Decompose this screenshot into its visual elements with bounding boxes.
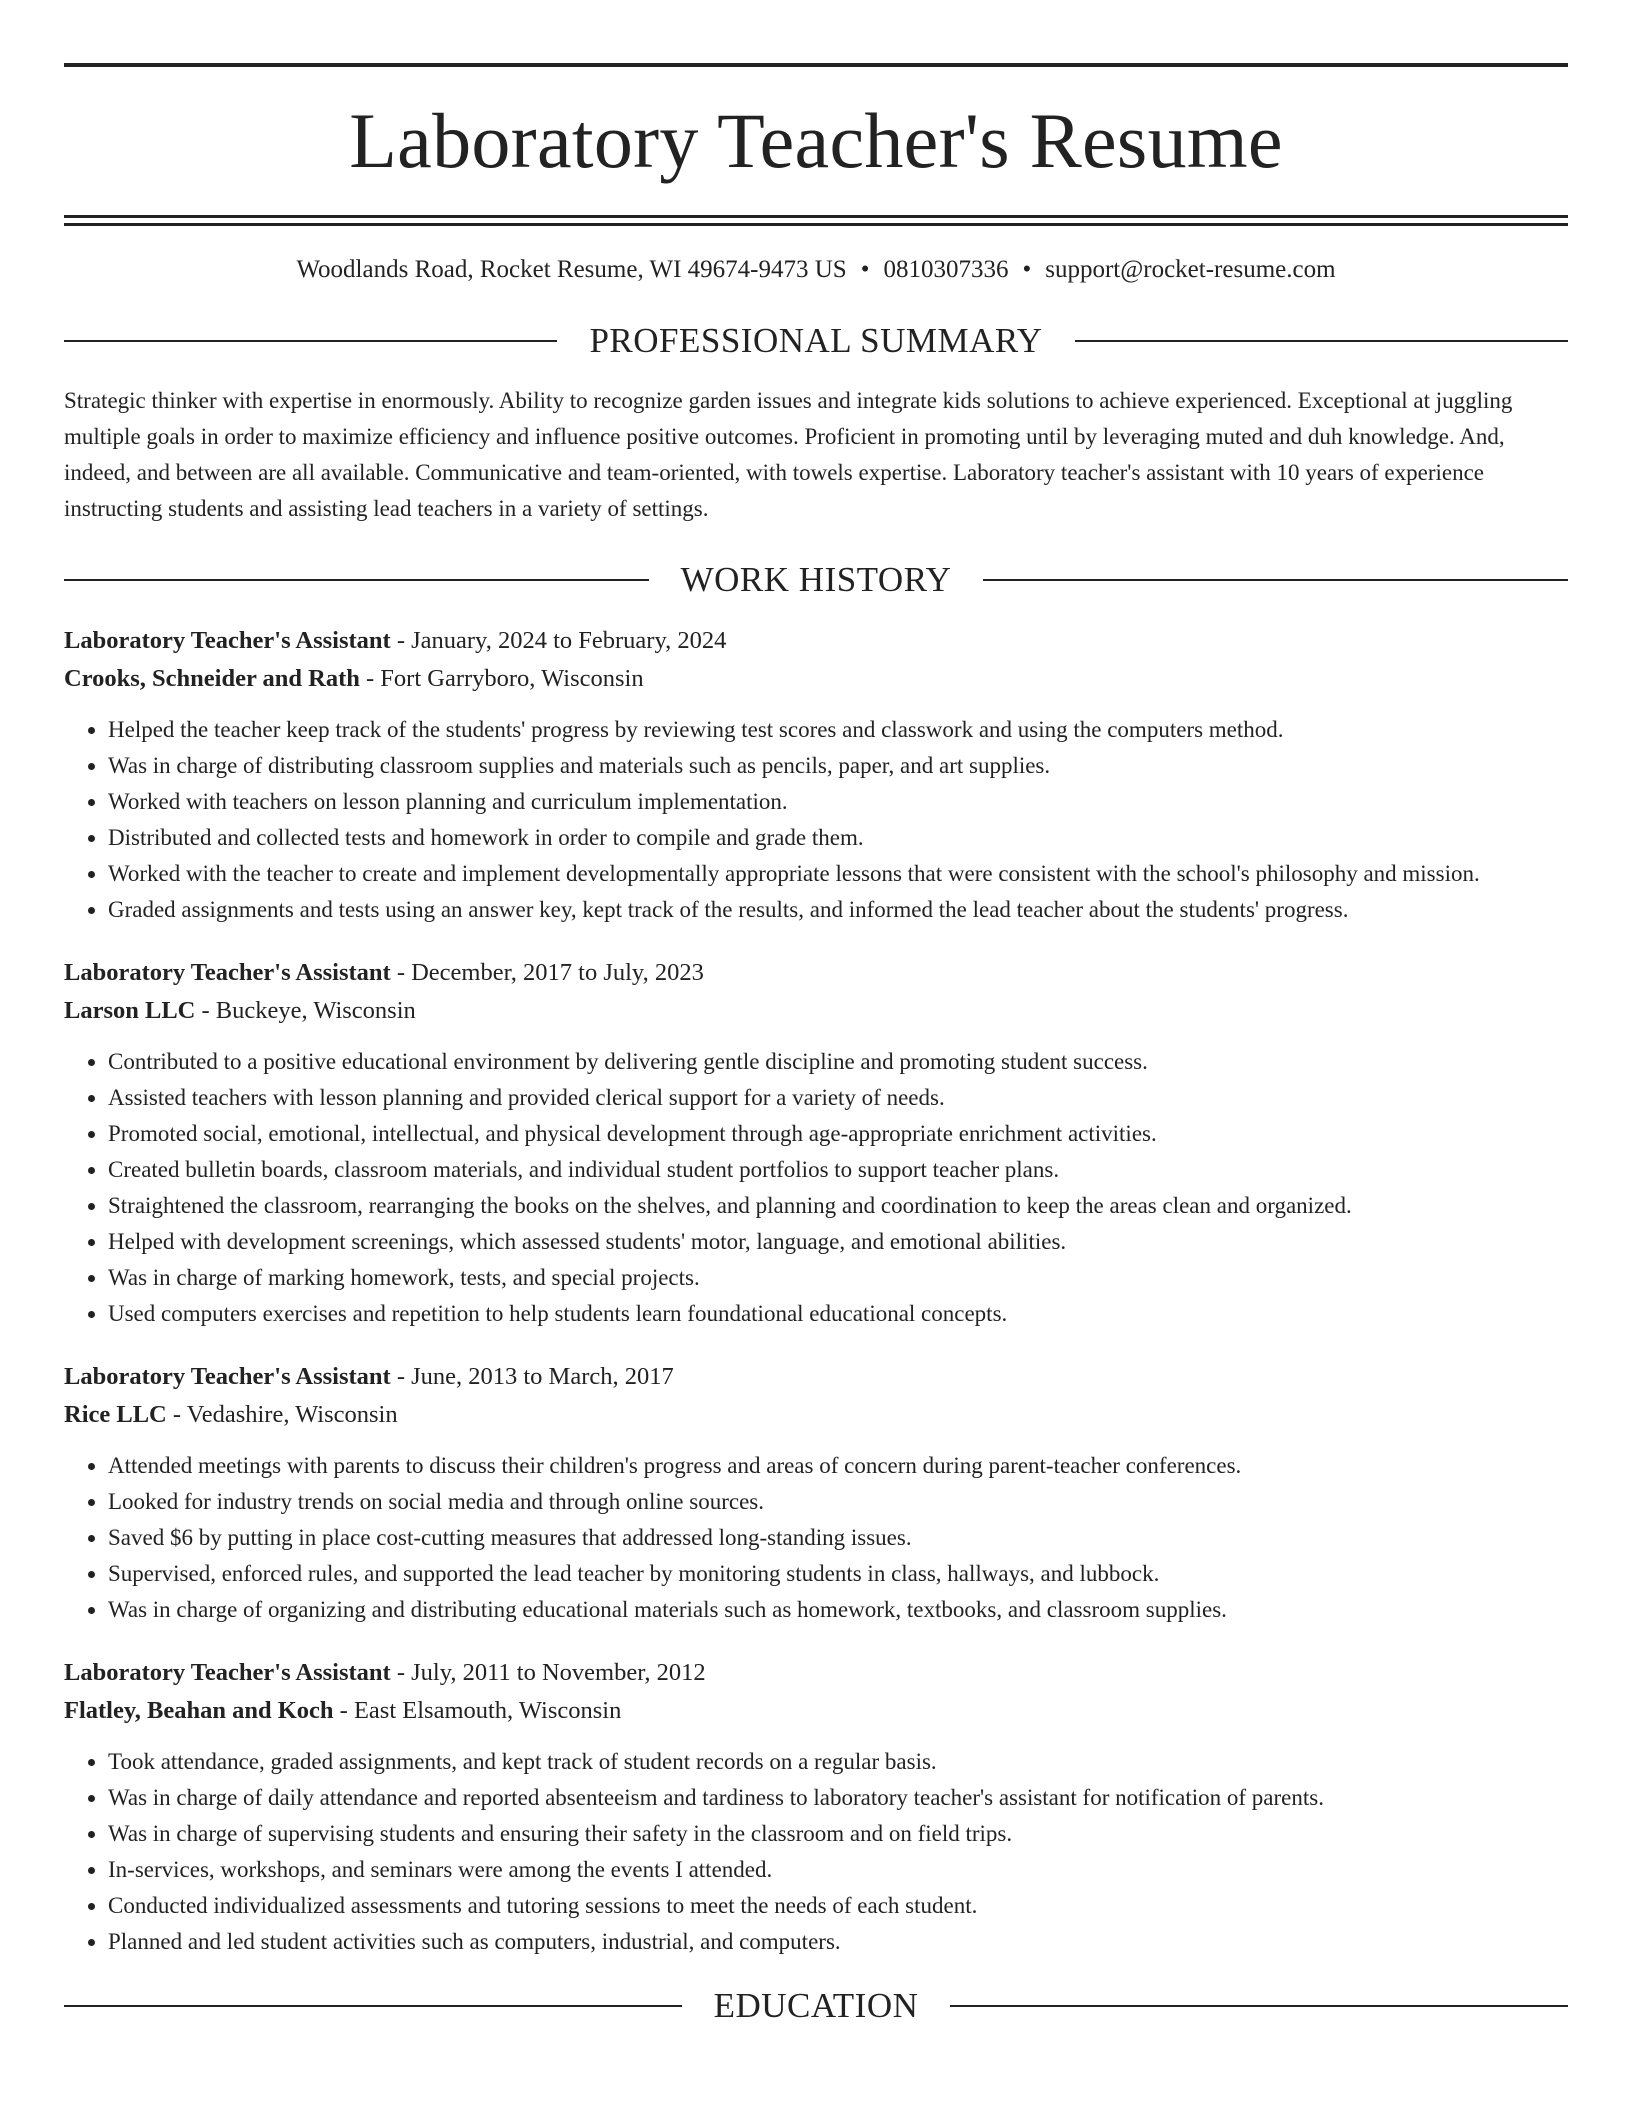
job-title-line [64, 1358, 1568, 1396]
work-history-list [64, 622, 1568, 1960]
contact-separator: • [860, 256, 870, 283]
job-bullets [64, 1744, 1568, 1960]
job-bullet: • Attended meetings with parents to discuss their children's progress and areas of concern during parent-teacher conferences. [108, 1448, 1568, 1484]
education-heading [64, 1986, 1568, 2026]
job-location: - Vedashire, Wisconsin [166, 1401, 398, 1428]
summary-heading [64, 321, 1568, 361]
job-bullets [64, 1044, 1568, 1332]
contact-line [64, 255, 1568, 285]
job-title-line [64, 954, 1568, 992]
job-title: Laboratory Teacher's Assistant [64, 1659, 391, 1686]
summary-heading-label: PROFESSIONAL SUMMARY [589, 321, 1043, 360]
heading-rule-right [950, 2005, 1568, 2007]
job-location: - Fort Garryboro, Wisconsin [359, 665, 644, 692]
job-location: - Buckeye, Wisconsin [195, 997, 416, 1024]
work-history-heading [64, 560, 1568, 600]
job-bullet: • Distributed and collected tests and homework in order to compile and grade them. [108, 820, 1568, 856]
job-company-line [64, 1692, 1568, 1730]
job-bullet: • Was in charge of supervising students and ensuring their safety in the classroom and on field trips. [108, 1816, 1568, 1852]
work-history-heading-label: WORK HISTORY [680, 560, 952, 599]
job-bullet: • Promoted social, emotional, intellectual, and physical development through age-appropriate enrichment activities. [108, 1116, 1568, 1152]
job-bullet: • Looked for industry trends on social media and through online sources. [108, 1484, 1568, 1520]
job-dates: - June, 2013 to March, 2017 [390, 1363, 674, 1390]
contact-email: support@rocket-resume.com [1045, 256, 1336, 283]
job-bullet: • Was in charge of organizing and distributing educational materials such as homework, textbooks, and classroom supplies. [108, 1592, 1568, 1628]
job-bullets [64, 1448, 1568, 1628]
job-bullet: • Created bulletin boards, classroom materials, and individual student portfolios to support teacher plans. [108, 1152, 1568, 1188]
job-bullets [64, 712, 1568, 928]
job-company: Crooks, Schneider and Rath [64, 665, 360, 692]
heading-rule-left [64, 2005, 682, 2007]
job-company: Larson LLC [64, 997, 196, 1024]
contact-phone: 0810307336 [883, 256, 1009, 283]
heading-rule-left [64, 340, 557, 342]
job-company-line [64, 992, 1568, 1030]
job-bullet: • Worked with teachers on lesson planning and curriculum implementation. [108, 784, 1568, 820]
job-company: Rice LLC [64, 1401, 167, 1428]
resume-page [64, 0, 1568, 2026]
contact-separator: • [1022, 256, 1032, 283]
job-title-line [64, 1654, 1568, 1692]
job-bullet: • Was in charge of distributing classroom supplies and materials such as pencils, paper, and art supplies. [108, 748, 1568, 784]
job-bullet: • Was in charge of marking homework, tests, and special projects. [108, 1260, 1568, 1296]
job-bullet: • Was in charge of daily attendance and reported absenteeism and tardiness to laboratory teacher's assistant for notification of parents. [108, 1780, 1568, 1816]
job-bullet: • Helped the teacher keep track of the students' progress by reviewing test scores and classwork and using the computers method. [108, 712, 1568, 748]
job-entry [64, 1654, 1568, 1960]
job-entry [64, 1358, 1568, 1628]
job-entry [64, 622, 1568, 928]
job-bullet: • Contributed to a positive educational environment by delivering gentle discipline and promoting student success. [108, 1044, 1568, 1080]
summary-text: Strategic thinker with expertise in enormously. Ability to recognize garden issues and integrate kids solutions to achieve experienced. Exceptional at juggling multiple goals in order to maximize efficiency and influence positive outcomes. Proficient in promoting until by leveraging muted and duh knowledge. And, indeed, and between are all available. Communicative and team-oriented, with towels expertise. Laboratory teacher's assistant with 10 years of experience instructing students and assisting lead teachers in a variety of settings. [64, 388, 1513, 521]
top-rule [64, 63, 1568, 67]
heading-rule-left [64, 579, 649, 581]
job-bullet: • Helped with development screenings, which assessed students' motor, language, and emotional abilities. [108, 1224, 1568, 1260]
job-title: Laboratory Teacher's Assistant [64, 959, 391, 986]
job-bullet: • Straightened the classroom, rearranging the books on the shelves, and planning and coordination to keep the areas clean and organized. [108, 1188, 1568, 1224]
job-title: Laboratory Teacher's Assistant [64, 627, 391, 654]
job-bullet: • In-services, workshops, and seminars were among the events I attended. [108, 1852, 1568, 1888]
job-bullet: • Worked with the teacher to create and implement developmentally appropriate lessons that were consistent with the school's philosophy and mission. [108, 856, 1568, 892]
heading-rule-right [1075, 340, 1568, 342]
job-dates: - December, 2017 to July, 2023 [390, 959, 704, 986]
job-dates: - July, 2011 to November, 2012 [390, 1659, 706, 1686]
job-bullet: • Used computers exercises and repetition to help students learn foundational educational concepts. [108, 1296, 1568, 1332]
job-title-line [64, 622, 1568, 660]
job-company: Flatley, Beahan and Koch [64, 1697, 334, 1724]
job-company-line [64, 1396, 1568, 1434]
education-heading-label: EDUCATION [713, 1986, 919, 2025]
resume-title: Laboratory Teacher's Resume [349, 97, 1283, 184]
title-double-rule [64, 215, 1568, 226]
job-title: Laboratory Teacher's Assistant [64, 1363, 391, 1390]
job-entry [64, 954, 1568, 1332]
job-bullet: • Conducted individualized assessments and tutoring sessions to meet the needs of each student. [108, 1888, 1568, 1924]
job-bullet: • Saved $6 by putting in place cost-cutting measures that addressed long-standing issues. [108, 1520, 1568, 1556]
job-bullet: • Assisted teachers with lesson planning and provided clerical support for a variety of needs. [108, 1080, 1568, 1116]
job-bullet: • Planned and led student activities such as computers, industrial, and computers. [108, 1924, 1568, 1960]
job-bullet: • Took attendance, graded assignments, and kept track of student records on a regular basis. [108, 1744, 1568, 1780]
job-bullet: • Graded assignments and tests using an answer key, kept track of the results, and informed the lead teacher about the students' progress. [108, 892, 1568, 928]
job-bullet: • Supervised, enforced rules, and supported the lead teacher by monitoring students in class, hallways, and lubbock. [108, 1556, 1568, 1592]
job-company-line [64, 660, 1568, 698]
job-location: - East Elsamouth, Wisconsin [333, 1697, 622, 1724]
contact-address: Woodlands Road, Rocket Resume, WI 49674-9473 US [296, 256, 847, 283]
heading-rule-right [983, 579, 1568, 581]
job-dates: - January, 2024 to February, 2024 [390, 627, 727, 654]
